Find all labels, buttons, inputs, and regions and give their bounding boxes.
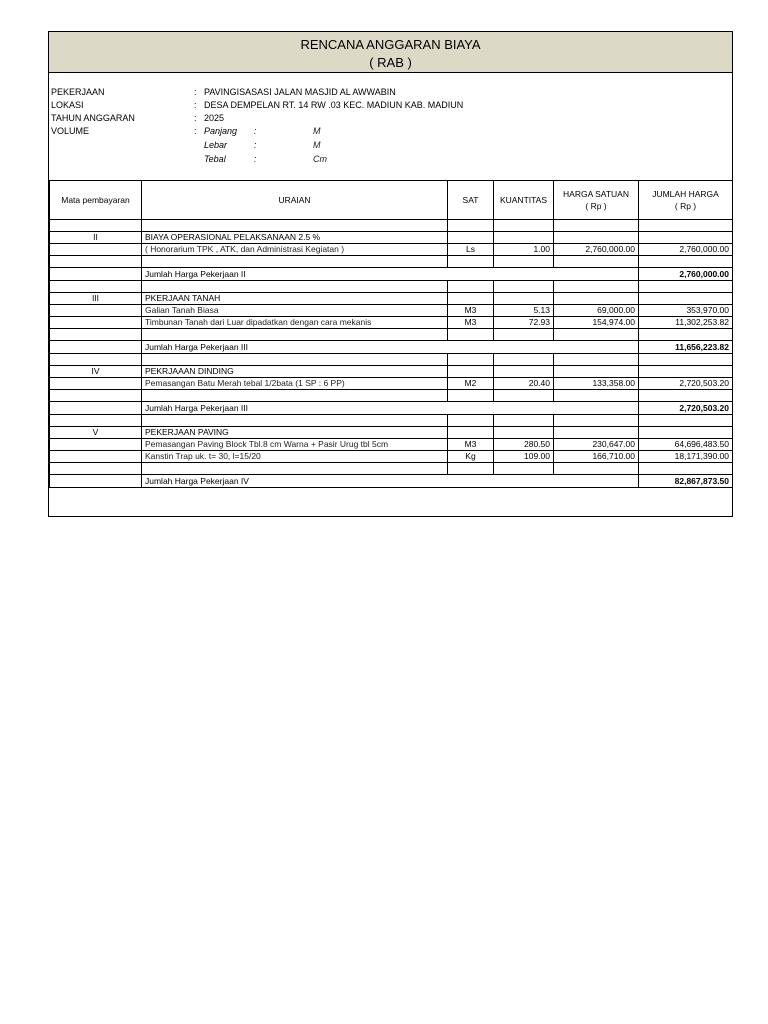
table-row [50, 317, 733, 329]
section-code: II [50, 232, 142, 244]
section-total-row [50, 268, 733, 281]
item-price: 133,358.00 [554, 378, 639, 390]
table-row [50, 378, 733, 390]
item-sat: M3 [448, 439, 494, 451]
section-title: BIAYA OPERASIONAL PELAKSANAAN 2.5 % [142, 232, 448, 244]
table-row [50, 244, 733, 256]
section-total-label: Jumlah Harga Pekerjaan III [142, 341, 639, 354]
item-uraian: Timbunan Tanah dari Luar dipadatkan dengan cara mekanis [142, 317, 448, 329]
col-kuantitas: KUANTITAS [494, 181, 554, 220]
section-total-label: Jumlah Harga Pekerjaan III [142, 402, 639, 415]
item-total: 18,171,390.00 [639, 451, 733, 463]
item-price: 2,760,000.00 [554, 244, 639, 256]
item-price: 154,974.00 [554, 317, 639, 329]
table-row [50, 439, 733, 451]
item-sat: M3 [448, 317, 494, 329]
table-row [50, 451, 733, 463]
section-total-value: 2,720,503.20 [639, 402, 733, 415]
item-qty: 20.40 [494, 378, 554, 390]
item-price: 69,000.00 [554, 305, 639, 317]
spacer-row [50, 220, 733, 232]
title-band [49, 32, 732, 73]
table-header-row [50, 181, 733, 220]
item-qty: 280.50 [494, 439, 554, 451]
col-harga-satuan: HARGA SATUAN ( Rp ) [554, 181, 639, 220]
item-uraian: ( Honorarium TPK , ATK, dan Administrasi Kegiatan ) [142, 244, 448, 256]
document-title: RENCANA ANGGARAN BIAYA [300, 37, 481, 52]
col-uraian: URAIAN [142, 181, 448, 220]
section-title: PEKRJAAAN DINDING [142, 366, 448, 378]
section-total-label: Jumlah Harga Pekerjaan IV [142, 475, 639, 488]
item-total: 64,696,483.50 [639, 439, 733, 451]
section-header-row [50, 366, 733, 378]
section-header-row [50, 293, 733, 305]
col-jumlah-harga: JUMLAH HARGA ( Rp ) [639, 181, 733, 220]
item-sat: M2 [448, 378, 494, 390]
table-row [50, 305, 733, 317]
item-total: 2,720,503.20 [639, 378, 733, 390]
spacer-row [50, 329, 733, 341]
section-total-value: 2,760,000.00 [639, 268, 733, 281]
section-total-row [50, 402, 733, 415]
section-code: IV [50, 366, 142, 378]
section-header-row [50, 427, 733, 439]
item-uraian: Pemasangan Paving Block Tbl.8 cm Warna + Pasir Urug tbl 5cm [142, 439, 448, 451]
spacer-row [50, 463, 733, 475]
section-total-row [50, 341, 733, 354]
item-sat: Kg [448, 451, 494, 463]
item-total: 353,970.00 [639, 305, 733, 317]
item-qty: 1.00 [494, 244, 554, 256]
document-subtitle: ( RAB ) [369, 55, 412, 70]
spacer-row [50, 354, 733, 366]
item-qty: 109.00 [494, 451, 554, 463]
section-total-value: 11,656,223.82 [639, 341, 733, 354]
item-uraian: Kanstin Trap uk. t= 30, l=15/20 [142, 451, 448, 463]
section-code: V [50, 427, 142, 439]
rab-sheet [48, 31, 733, 517]
section-header-row [50, 232, 733, 244]
spacer-row [50, 281, 733, 293]
col-sat: SAT [448, 181, 494, 220]
item-qty: 5.13 [494, 305, 554, 317]
project-info: PEKERJAAN : PAVINGISASASI JALAN MASJID AL AWWABIN LOKASI : DESA DEMPELAN RT. 14 RW .03 KEC. MADIUN KAB. MADIUN TAHUN ANGGARAN : 2025 VOLUME : Panjang : M Lebar : M Tebal : Cm [51, 87, 464, 164]
section-total-value: 82,867,873.50 [639, 475, 733, 488]
item-uraian: Galian Tanah Biasa [142, 305, 448, 317]
col-mata-pembayaran: Mata pembayaran [50, 181, 142, 220]
item-price: 230,647.00 [554, 439, 639, 451]
item-total: 2,760,000.00 [639, 244, 733, 256]
rab-table [49, 180, 733, 488]
section-title: PKERJAAN TANAH [142, 293, 448, 305]
item-sat: M3 [448, 305, 494, 317]
section-total-label: Jumlah Harga Pekerjaan II [142, 268, 639, 281]
item-uraian: Pemasangan Batu Merah tebal 1/2bata (1 SP : 6 PP) [142, 378, 448, 390]
item-qty: 72.93 [494, 317, 554, 329]
grand-total-row [50, 475, 733, 488]
item-sat: Ls [448, 244, 494, 256]
spacer-row [50, 256, 733, 268]
spacer-row [50, 415, 733, 427]
section-title: PEKERJAAN PAVING [142, 427, 448, 439]
item-price: 166,710.00 [554, 451, 639, 463]
spacer-row [50, 390, 733, 402]
item-total: 11,302,253.82 [639, 317, 733, 329]
section-code: III [50, 293, 142, 305]
